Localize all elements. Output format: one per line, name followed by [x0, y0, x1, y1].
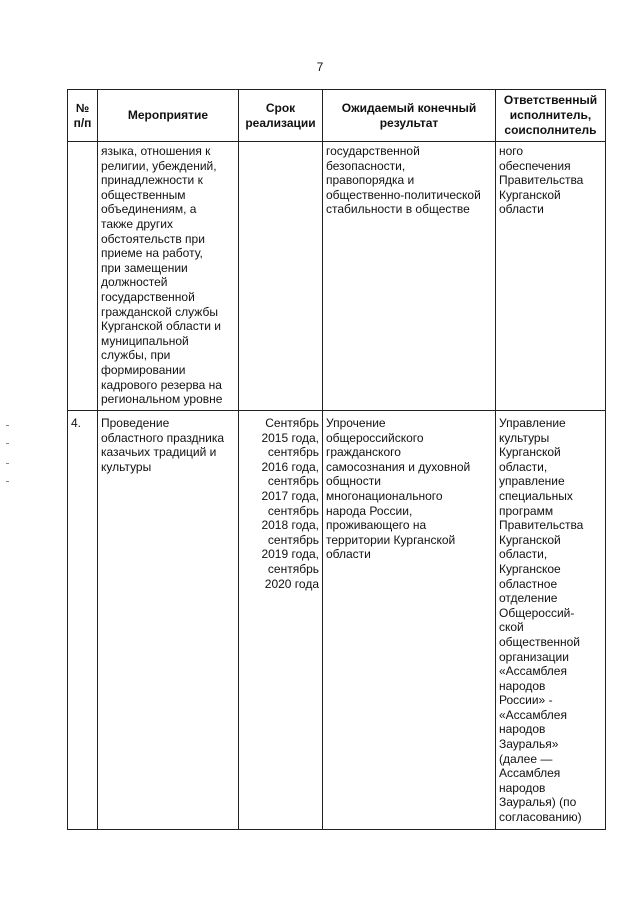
cell-number	[68, 142, 98, 411]
header-number: № п/п	[68, 90, 98, 142]
cell-result: Упрочение общероссийского гражданского самосознания и духовной общности многонационального народа России, проживающего на территории Курганской области	[323, 411, 496, 830]
scan-margin-marks	[6, 425, 14, 485]
events-table	[67, 89, 606, 830]
cell-term	[239, 142, 323, 411]
header-term: Срок реализации	[239, 90, 323, 142]
cell-responsible: ного обеспечения Правительства Курганской области	[496, 142, 606, 411]
cell-responsible: Управление культуры Курганской области, управление специальных программ Правительства Курганской области, Курганское областное отделение Общероссий- ской общественной организации «Ассамблея народов России» - «Ассамблея народов Зауралья» (далее — Ассамблея народов Зауралья) (по согласованию)	[496, 411, 606, 830]
table-header-row	[68, 90, 606, 142]
header-event: Мероприятие	[98, 90, 239, 142]
header-responsible: Ответственный исполнитель, соисполнитель	[496, 90, 606, 142]
cell-event: языка, отношения к религии, убеждений, принадлежности к общественным объединениям, а также других обстоятельств при приеме на работу, при замещении должностей государственной гражданской службы Курганской области и муниципальной службы, при формировании кадрового резерва на региональном уровне	[98, 142, 239, 411]
cell-number: 4.	[68, 411, 98, 830]
page-number: 7	[316, 60, 324, 74]
cell-event: Проведение областного праздника казачьих традиций и культуры	[98, 411, 239, 830]
table-row	[68, 411, 606, 830]
table-row	[68, 142, 606, 411]
header-result: Ожидаемый конечный результат	[323, 90, 496, 142]
cell-term: Сентябрь 2015 года, сентябрь 2016 года, сентябрь 2017 года, сентябрь 2018 года, сентябрь 2019 года, сентябрь 2020 года	[239, 411, 323, 830]
cell-result: государственной безопасности, правопорядка и общественно-политической стабильности в обществе	[323, 142, 496, 411]
